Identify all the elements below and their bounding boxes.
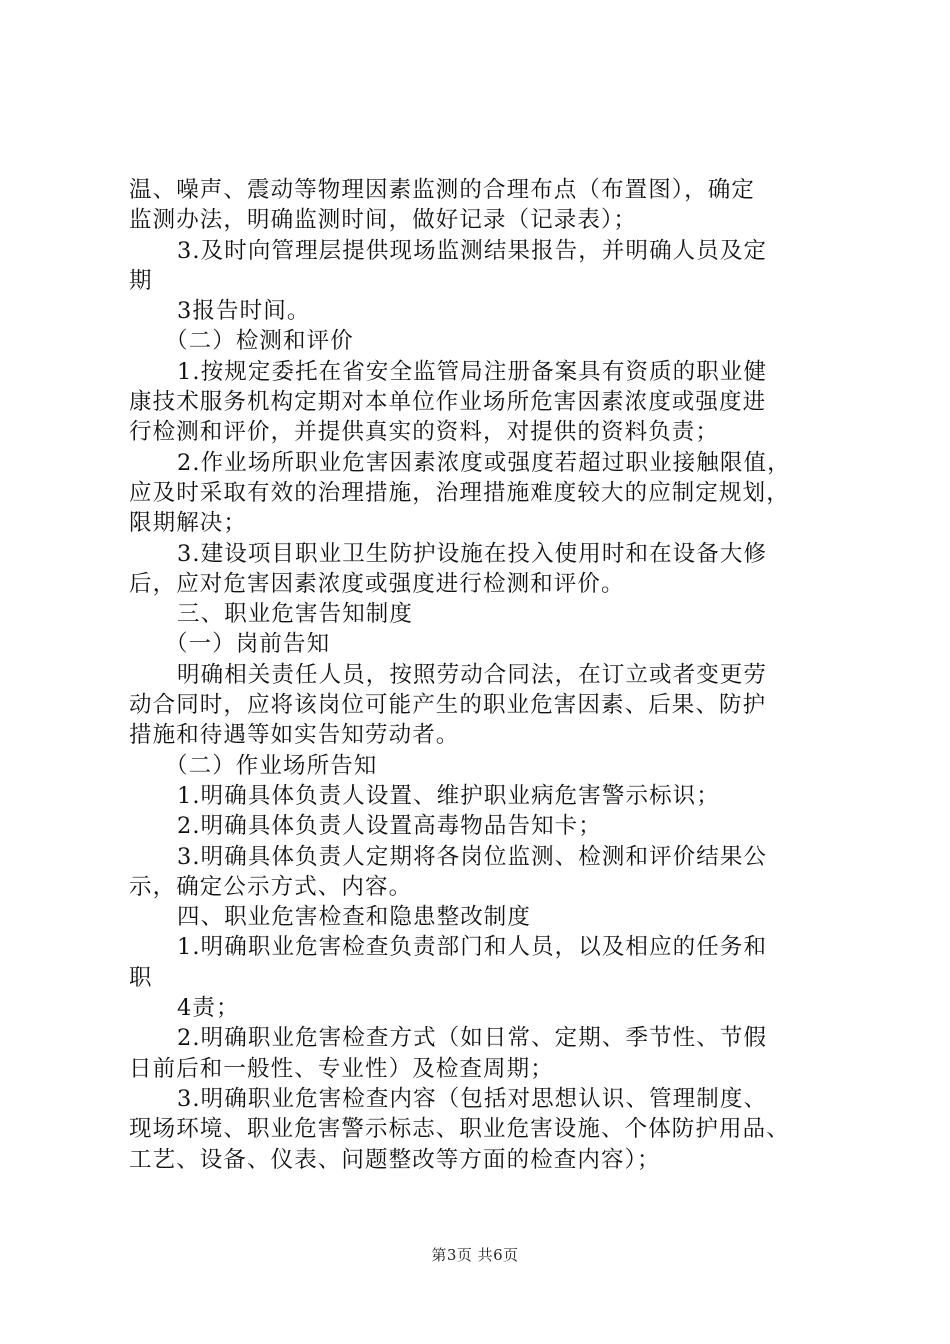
section-heading: 三、职业危害告知制度 — [177, 601, 414, 628]
text-line: 措施和待遇等如实告知劳动者。 — [129, 722, 460, 749]
text-line: 2.作业场所职业危害因素浓度或强度若超过职业接触限值， — [177, 449, 791, 476]
section-heading: （二）检测和评价 — [165, 328, 354, 355]
text-line: 工艺、设备、仪表、问题整改等方面的检查内容）； — [129, 1146, 661, 1173]
text-line: 行检测和评价，并提供真实的资料，对提供的资料负责； — [129, 419, 720, 446]
text-line: 2.明确职业危害检查方式（如日常、定期、季节性、节假 — [177, 1025, 768, 1052]
text-line: 2.明确具体负责人设置高毒物品告知卡； — [177, 813, 602, 840]
text-line: 动合同时，应将该岗位可能产生的职业危害因素、后果、防护 — [129, 692, 767, 719]
page-footer: 第3页 共6页 — [431, 1246, 519, 1264]
section-heading: 四、职业危害检查和隐患整改制度 — [177, 904, 532, 931]
text-line: 3.明确职业危害检查内容（包括对思想认识、管理制度、 — [177, 1085, 768, 1112]
text-line: 应及时采取有效的治理措施，治理措施难度较大的应制定规划， — [129, 479, 790, 506]
text-line: 监测办法，明确监测时间，做好记录（记录表）； — [129, 207, 637, 234]
text-line: 康技术服务机构定期对本单位作业场所危害因素浓度或强度进 — [129, 389, 767, 416]
document-body — [129, 175, 839, 1175]
text-line: 限期解决； — [129, 510, 248, 537]
text-line: 示，确定公示方式、内容。 — [129, 873, 413, 900]
text-line: 现场环境、职业危害警示标志、职业危害设施、个体防护用品、 — [129, 1116, 790, 1143]
text-line: 明确相关责任人员，按照劳动合同法，在订立或者变更劳 — [177, 661, 768, 688]
section-heading: （二）作业场所告知 — [165, 752, 378, 779]
text-line: 温、噪声、震动等物理因素监测的合理布点（布置图），确定 — [129, 177, 755, 203]
text-line: 后，应对危害因素浓度或强度进行检测和评价。 — [129, 570, 625, 597]
text-line: 1.明确职业危害检查负责部门和人员，以及相应的任务和 — [177, 934, 768, 961]
text-line: 3.及时向管理层提供现场监测结果报告，并明确人员及定 — [177, 237, 768, 264]
text-line: 4责； — [177, 995, 240, 1022]
text-line: 1.按规定委托在省安全监管局注册备案具有资质的职业健 — [177, 358, 768, 385]
text-line: 日前后和一般性、专业性）及检查周期； — [129, 1055, 554, 1082]
text-line: 3报告时间。 — [177, 298, 311, 325]
section-heading: （一）岗前告知 — [165, 631, 331, 658]
text-line: 期 — [129, 267, 153, 294]
text-line: 3.明确具体负责人定期将各岗位监测、检测和评价结果公 — [177, 843, 768, 870]
text-line: 1.明确具体负责人设置、维护职业病危害警示标识； — [177, 782, 720, 809]
text-line: 3.建设项目职业卫生防护设施在投入使用时和在设备大修 — [177, 540, 768, 567]
text-line: 职 — [129, 964, 153, 991]
